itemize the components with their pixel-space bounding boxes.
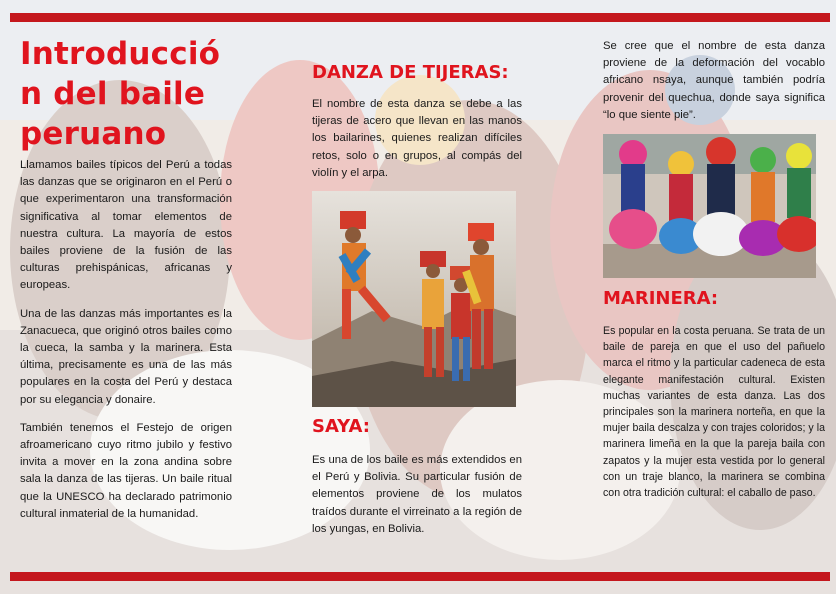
marinera-section xyxy=(603,288,825,501)
saya-section xyxy=(312,416,522,538)
top-red-bar xyxy=(10,13,830,22)
saya-title: SAYA: xyxy=(312,416,370,437)
intro-column xyxy=(20,34,232,523)
intro-title-line-3: peruano xyxy=(20,116,167,152)
scissors-dancers-photo xyxy=(312,191,516,407)
tijeras-text: El nombre de esta danza se debe a las tijeras de acero que llevan en las manos los bailarines, quienes realizan difíciles retos, solo o en grupos, al compás del violín y el arpa. xyxy=(312,98,522,179)
right-column xyxy=(603,38,825,124)
intro-paragraph-2: Una de las danzas más importantes es la Zanacueca, que originó otros bailes como la cueca, la samba y la marinera. Esta última, precisamente es una de las más populares en la costa del Perú y destaca por su elegancia y donaire. xyxy=(20,307,232,406)
tijeras-column xyxy=(312,62,522,182)
marinera-title: MARINERA: xyxy=(603,288,719,309)
intro-paragraph-1: Llamamos bailes típicos del Perú a todas las danzas que se originaron en el Perú o que experimentaron una transformación significativa al tomar elementos de nuestra cultura. La mayoría de estos bailes proviene de la fusión de las culturas prehispánicas, africanas y europeas. xyxy=(20,159,232,292)
saya-text: Es una de los baile es más extendidos en el Perú y Bolivia. Su particular fusión de elementos proviene de los mulatos traídos durante el virreinato a la región de los yungas, en Bolivia. xyxy=(312,454,522,535)
saya-dancers-photo xyxy=(603,134,816,278)
intro-title-line-1: Introducció xyxy=(20,36,221,72)
intro-title xyxy=(20,34,232,154)
intro-title-line-2: n del baile xyxy=(20,76,206,112)
saya-origin-text: Se cree que el nombre de esta danza proviene de la deformación del vocablo africano nsaya, aunque también podría provenir del quechua, donde saya significa “lo que siente pie”. xyxy=(603,40,825,121)
marinera-text: Es popular en la costa peruana. Se trata de un baile de pareja en que el uso del pañuelo marca el ritmo y la particular cadeneca de esta elegante manifestación cultural. Existen muchas variantes de esta danza. Las dos principales son la marinera norteña, en que la mujer baila descalza y con trajes coloridos; y la marinera limeña en la que la pareja baila con zapatos y la mujer esta vestida por lo general con un traje blanco, la marinera se combina con otra tradición cultural: el caballo de paso. xyxy=(603,325,825,500)
tijeras-title: DANZA DE TIJERAS: xyxy=(312,62,509,83)
bottom-red-bar xyxy=(10,572,830,581)
intro-paragraph-3: También tenemos el Festejo de origen afroamericano cuyo ritmo jubilo y festivo invita a mover en la zona andina sobre sala la danza de las tijeras. Un baile ritual que la UNESCO ha declarado patrimonio cultural inmaterial de la humanidad. xyxy=(20,421,232,520)
